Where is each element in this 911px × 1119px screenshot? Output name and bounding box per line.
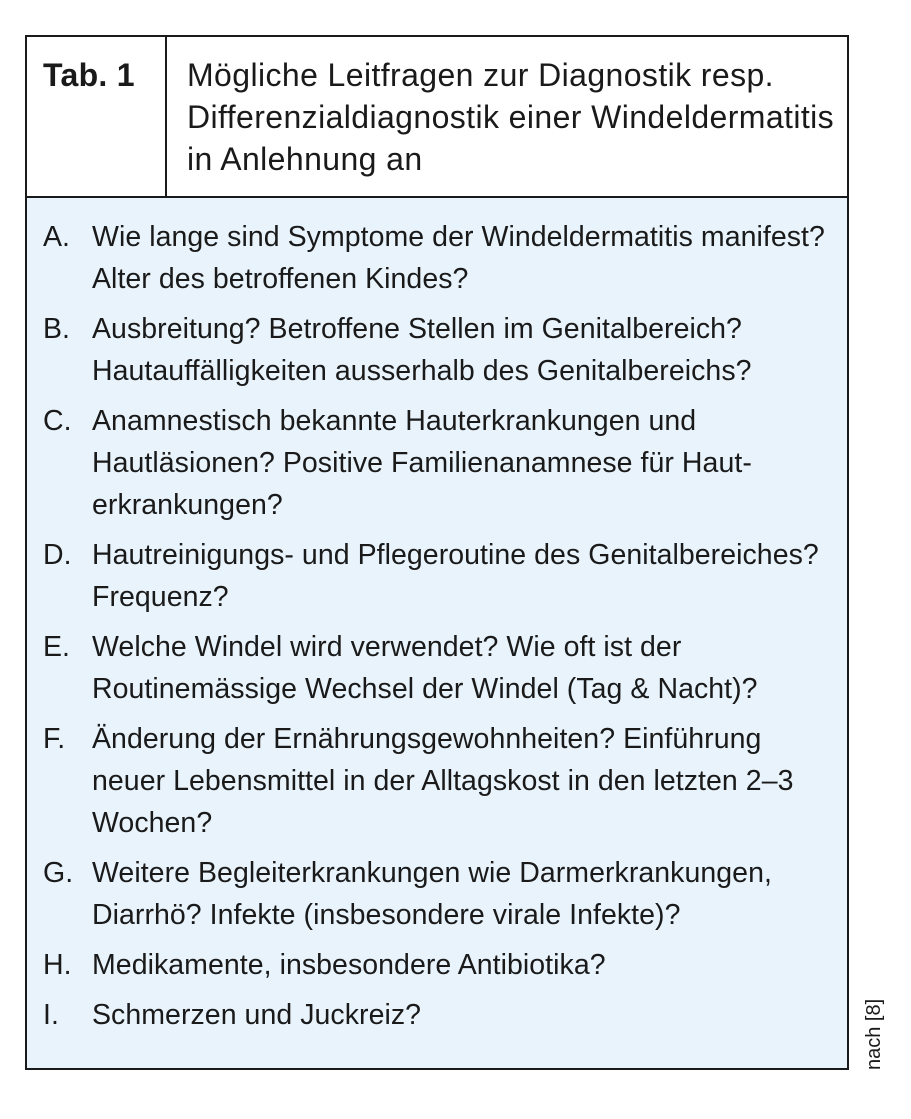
- item-letter: H.: [43, 949, 72, 981]
- item-text: Änderung der Ernährungsgewohnheiten? Einführung neuer Lebensmittel in der Alltagskost in den letzten 2–3 Wochen?: [92, 723, 794, 839]
- question-item-d: [43, 534, 837, 618]
- question-item-i: [43, 994, 837, 1036]
- item-letter: E.: [43, 631, 71, 663]
- question-item-g: [43, 852, 837, 936]
- item-text: Anamnestisch bekannte Hauterkrankungen und Hautläsionen? Positive Familienanamnese für Hauterkrankungen?: [92, 405, 752, 521]
- question-list: [43, 216, 837, 1044]
- item-letter: F.: [43, 723, 66, 755]
- item-text: Medikamente, insbesondere Antibiotika?: [92, 949, 606, 981]
- source-note: nach [8]: [863, 998, 885, 1070]
- question-item-a: [43, 216, 837, 300]
- item-text: Ausbreitung? Betroffene Stellen im Genitalbereich? Hautauffälligkeiten ausserhalb des Genitalbereichs?: [92, 313, 752, 387]
- item-letter: G.: [43, 857, 74, 889]
- item-letter: A.: [43, 221, 71, 253]
- item-letter: I.: [43, 999, 59, 1031]
- item-letter: C.: [43, 405, 72, 437]
- item-text: Hautreinigungs- und Pflegeroutine des Genitalbereiches? Frequenz?: [92, 539, 819, 613]
- question-item-b: [43, 308, 837, 392]
- question-item-c: [43, 400, 837, 526]
- item-text: Welche Windel wird verwendet? Wie oft ist der Routinemässige Wechsel der Windel (Tag & Nacht)?: [92, 631, 758, 705]
- table-title: Mögliche Leitfragen zur Diagnostik resp. Differenzialdiagnostik einer Windeldermatitis in Anlehnung an: [187, 57, 835, 177]
- question-item-h: [43, 944, 837, 986]
- item-text: Schmerzen und Juckreiz?: [92, 999, 422, 1031]
- item-text: Wie lange sind Symptome der Windeldermatitis manifest? Alter des betroffenen Kindes?: [92, 221, 825, 295]
- table-header: [27, 37, 847, 198]
- table-label: Tab. 1: [27, 37, 167, 196]
- item-letter: B.: [43, 313, 71, 345]
- question-item-f: [43, 718, 837, 844]
- table-1: [25, 35, 849, 1070]
- item-text: Weitere Begleiterkrankungen wie Darmerkrankungen, Diarrhö? Infekte (insbesondere virale Infekte)?: [92, 857, 772, 931]
- question-item-e: [43, 626, 837, 710]
- item-letter: D.: [43, 539, 72, 571]
